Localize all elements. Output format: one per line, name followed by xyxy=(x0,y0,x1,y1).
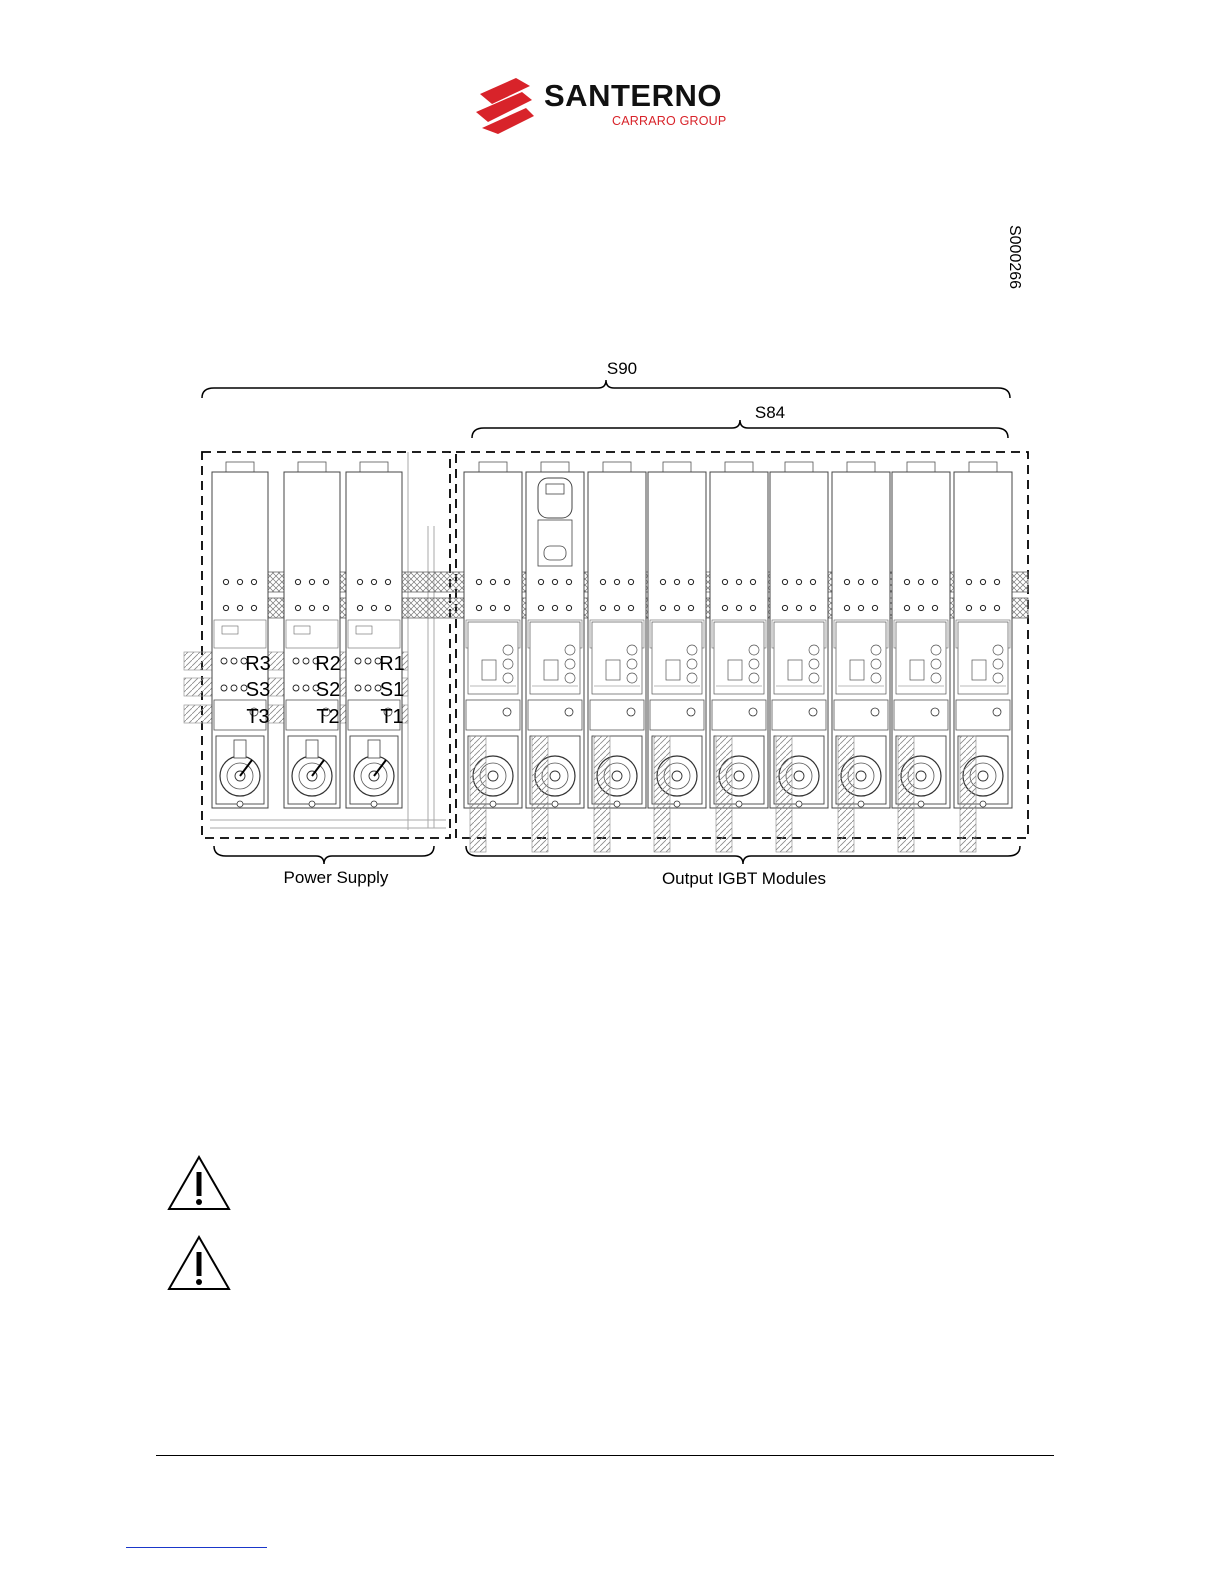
terminal-label: T1 xyxy=(380,706,404,728)
footer-link[interactable] xyxy=(126,1547,267,1548)
footer-rule xyxy=(156,1455,1054,1456)
module xyxy=(526,462,584,852)
module xyxy=(832,462,890,852)
module xyxy=(648,462,706,852)
warning-triangle-icon xyxy=(166,1154,232,1212)
terminal-label: T3 xyxy=(246,706,270,728)
module xyxy=(892,462,950,852)
module xyxy=(710,462,768,852)
module xyxy=(464,462,522,852)
brace-label-power-supply: Power Supply xyxy=(283,868,389,887)
terminal-label: T2 xyxy=(316,706,340,728)
brand-subtitle: CARRARO GROUP xyxy=(612,114,727,128)
brace-label-output-igbt: Output IGBT Modules xyxy=(661,869,827,888)
brace-label-s84: S84 xyxy=(754,403,786,422)
warning-triangle-icon xyxy=(166,1234,232,1292)
drawing-code: S000266 xyxy=(1006,224,1023,290)
brand-name: SANTERNO xyxy=(544,78,722,113)
terminal-label: S1 xyxy=(379,679,405,701)
module xyxy=(954,462,1012,852)
module xyxy=(284,462,340,808)
terminal-label: S2 xyxy=(315,679,341,701)
terminal-label: R1 xyxy=(379,653,405,675)
module xyxy=(588,462,646,852)
terminal-label: S3 xyxy=(245,679,271,701)
terminal-label: R2 xyxy=(315,653,341,675)
module xyxy=(346,462,405,808)
module xyxy=(770,462,828,852)
brace-label-s90: S90 xyxy=(606,359,638,378)
terminal-label: R3 xyxy=(245,653,271,675)
module xyxy=(212,462,271,808)
